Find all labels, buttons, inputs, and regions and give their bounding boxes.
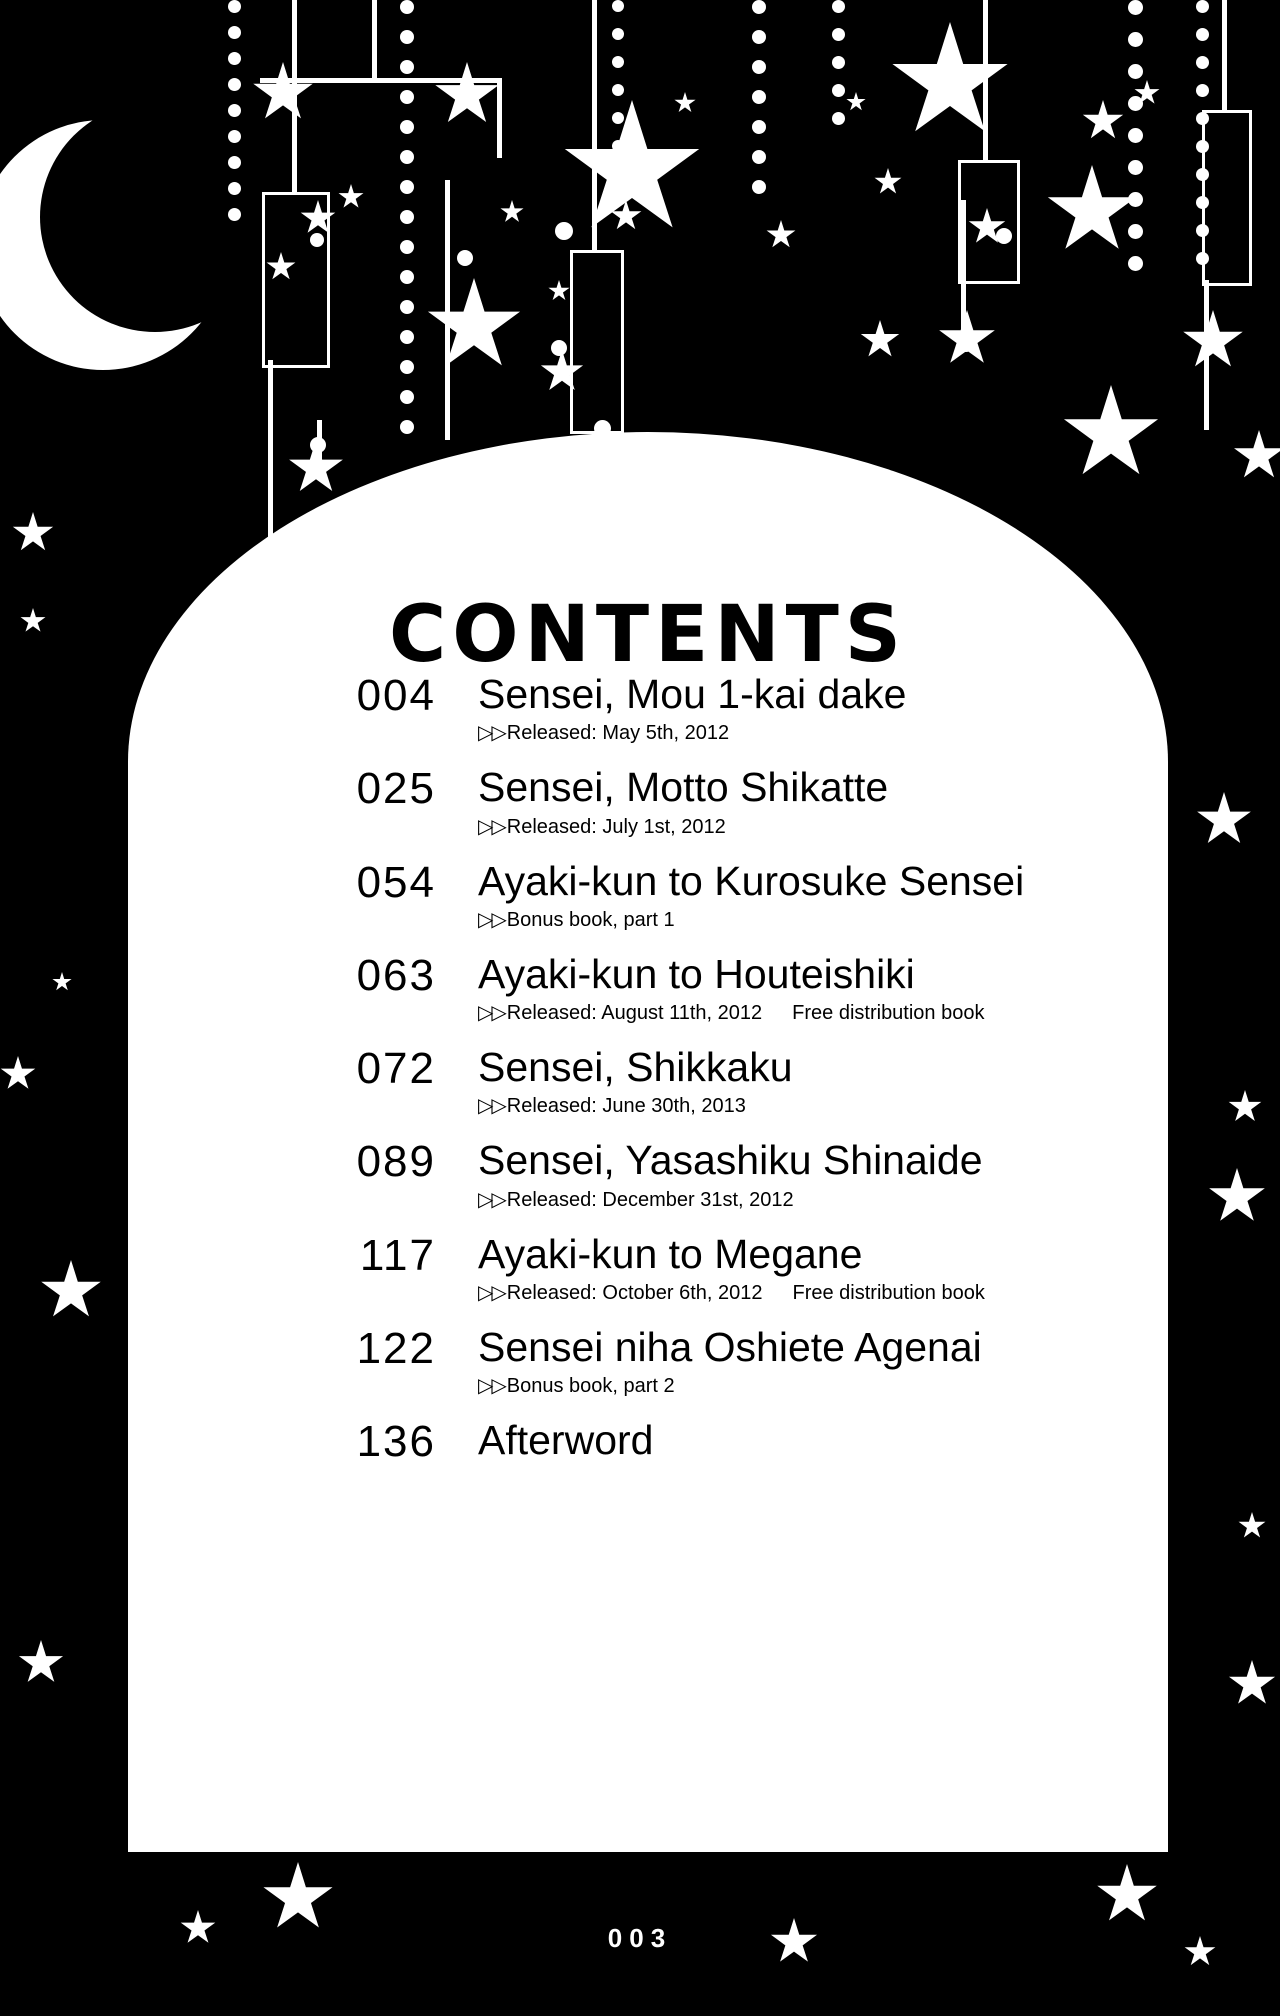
toc-entry[interactable] <box>128 859 1168 934</box>
toc-page-number: 122 <box>356 1323 436 1373</box>
toc-entry[interactable] <box>128 1417 1168 1467</box>
star-icon <box>1082 100 1124 142</box>
toc-entry-release: Released: October 6th, 2012 <box>506 1281 763 1304</box>
toc-page-number: 089 <box>356 1137 436 1187</box>
star-icon <box>674 92 696 114</box>
toc-entry[interactable] <box>128 952 1168 1027</box>
star-icon <box>288 440 344 496</box>
toc-entry-note <box>478 1092 793 1120</box>
star-icon <box>1046 165 1138 257</box>
mobile-string <box>497 78 502 158</box>
toc-entry-note <box>478 906 1024 934</box>
star-icon <box>874 168 902 196</box>
toc-page-number: 072 <box>356 1044 436 1094</box>
star-icon <box>0 1056 36 1092</box>
double-arrow-icon: ▷▷ <box>478 722 505 745</box>
star-icon <box>846 92 866 112</box>
toc-entry[interactable] <box>128 765 1168 840</box>
toc-page-number: 004 <box>356 671 436 720</box>
star-icon <box>1228 1660 1276 1708</box>
toc-entry-release: Bonus book, part 1 <box>506 908 675 931</box>
star-icon <box>1134 80 1160 106</box>
star-icon <box>1233 430 1280 482</box>
star-icon <box>20 608 46 634</box>
toc-entry-title: Afterword <box>478 1417 654 1464</box>
toc-page-number: 117 <box>359 1230 436 1280</box>
bead <box>555 222 573 240</box>
star-icon <box>766 220 796 250</box>
toc-entry-title: Sensei, Shikkaku <box>478 1044 793 1091</box>
star-icon <box>890 22 1010 142</box>
double-arrow-icon: ▷▷ <box>478 908 505 931</box>
toc-entry-note <box>478 719 906 747</box>
toc-entry-extra: Free distribution book <box>792 1281 985 1304</box>
toc-entry-note <box>478 813 888 841</box>
mobile-string <box>268 360 273 560</box>
star-icon <box>1228 1090 1262 1124</box>
star-icon <box>500 200 524 224</box>
toc-entry[interactable] <box>128 1045 1168 1120</box>
toc-entry-title: Ayaki-kun to Houteishiki <box>478 950 915 997</box>
toc-entry-title: Ayaki-kun to Kurosuke Sensei <box>478 857 1025 904</box>
toc-entry-body <box>436 1232 985 1307</box>
star-icon <box>1062 385 1160 483</box>
star-icon <box>540 350 584 394</box>
star-icon <box>1196 792 1252 848</box>
mobile-frame <box>958 160 1020 284</box>
mobile-string <box>1222 0 1227 110</box>
toc-page-number: 136 <box>356 1417 436 1467</box>
toc-entry-release: Released: May 5th, 2012 <box>506 722 730 745</box>
mobile-frame <box>262 192 330 368</box>
bead <box>310 437 326 453</box>
mobile-string <box>961 200 966 340</box>
toc-entry-title: Sensei niha Oshiete Agenai <box>478 1323 982 1370</box>
toc-page-number: 054 <box>356 857 436 907</box>
toc-entry-release: Released: June 30th, 2013 <box>506 1095 746 1118</box>
toc-entry-release: Bonus book, part 2 <box>506 1375 675 1398</box>
toc-entry-body <box>436 1418 653 1462</box>
page-title: CONTENTS <box>389 590 907 680</box>
mobile-string <box>292 0 297 192</box>
mobile-string <box>317 420 322 480</box>
star-icon <box>426 278 522 374</box>
toc-entry-body <box>436 859 1024 934</box>
toc-entry-note <box>478 1372 982 1400</box>
toc-entry-body <box>436 672 906 747</box>
toc-entry-note <box>478 1186 983 1214</box>
star-icon <box>12 512 54 554</box>
double-arrow-icon: ▷▷ <box>478 1281 505 1304</box>
toc-entry-body <box>436 952 984 1027</box>
toc-entry-note <box>478 1279 985 1307</box>
star-icon <box>1238 1512 1266 1540</box>
bead <box>996 228 1012 244</box>
star-icon <box>1208 1168 1266 1226</box>
star-icon <box>18 1640 64 1686</box>
double-arrow-icon: ▷▷ <box>478 1375 505 1398</box>
page-folio-number: 003 <box>607 1923 673 1953</box>
crescent-moon-icon <box>0 120 228 370</box>
double-arrow-icon: ▷▷ <box>478 815 505 838</box>
toc-entry-release: Released: December 31st, 2012 <box>506 1188 794 1211</box>
mobile-frame <box>1202 110 1252 286</box>
star-icon <box>434 62 500 128</box>
mobile-string <box>445 180 450 440</box>
star-icon <box>252 62 314 124</box>
mobile-string <box>592 0 597 250</box>
toc-page-number: 063 <box>356 950 436 1000</box>
toc-entry-release: Released: August 11th, 2012 <box>506 1002 763 1025</box>
star-icon <box>610 200 642 232</box>
star-icon <box>968 208 1006 246</box>
bead <box>457 250 473 266</box>
bead <box>551 340 567 356</box>
toc-entry-release: Released: July 1st, 2012 <box>506 815 726 838</box>
toc-entry-title: Sensei, Mou 1-kai dake <box>478 671 907 717</box>
star-icon <box>938 310 996 368</box>
mobile-frame <box>570 250 624 434</box>
star-icon <box>1182 310 1244 372</box>
star-icon <box>548 280 570 302</box>
table-of-contents <box>128 672 1168 1482</box>
toc-entry-body <box>436 765 888 840</box>
toc-entry-title: Sensei, Yasashiku Shinaide <box>478 1137 983 1184</box>
mobile-string <box>260 78 500 83</box>
mobile-string <box>372 0 377 80</box>
mobile-string <box>1204 280 1209 430</box>
star-icon <box>860 320 900 360</box>
star-icon <box>562 100 702 240</box>
star-icon <box>266 252 296 282</box>
toc-entry-note <box>478 999 984 1027</box>
toc-entry[interactable] <box>128 1325 1168 1400</box>
bead <box>310 233 324 247</box>
toc-entry-body <box>436 1138 983 1213</box>
double-arrow-icon: ▷▷ <box>478 1095 505 1118</box>
star-icon <box>338 184 364 210</box>
mobile-string <box>983 0 988 160</box>
bead <box>958 336 974 352</box>
double-arrow-icon: ▷▷ <box>478 1188 505 1211</box>
star-icon <box>40 1260 102 1322</box>
toc-page-number: 025 <box>356 764 436 814</box>
toc-entry[interactable] <box>128 672 1168 747</box>
toc-entry-extra: Free distribution book <box>792 1002 985 1025</box>
toc-entry-body <box>436 1045 793 1120</box>
toc-entry-body <box>436 1325 982 1400</box>
star-icon <box>52 972 72 992</box>
toc-entry[interactable] <box>128 1138 1168 1213</box>
toc-entry-title: Ayaki-kun to Megane <box>478 1230 863 1277</box>
double-arrow-icon: ▷▷ <box>478 1002 505 1025</box>
star-icon <box>1096 1864 1158 1926</box>
star-icon <box>300 200 336 236</box>
toc-entry[interactable] <box>128 1232 1168 1307</box>
toc-entry-title: Sensei, Motto Shikatte <box>478 764 889 811</box>
contents-card <box>128 432 1168 1852</box>
